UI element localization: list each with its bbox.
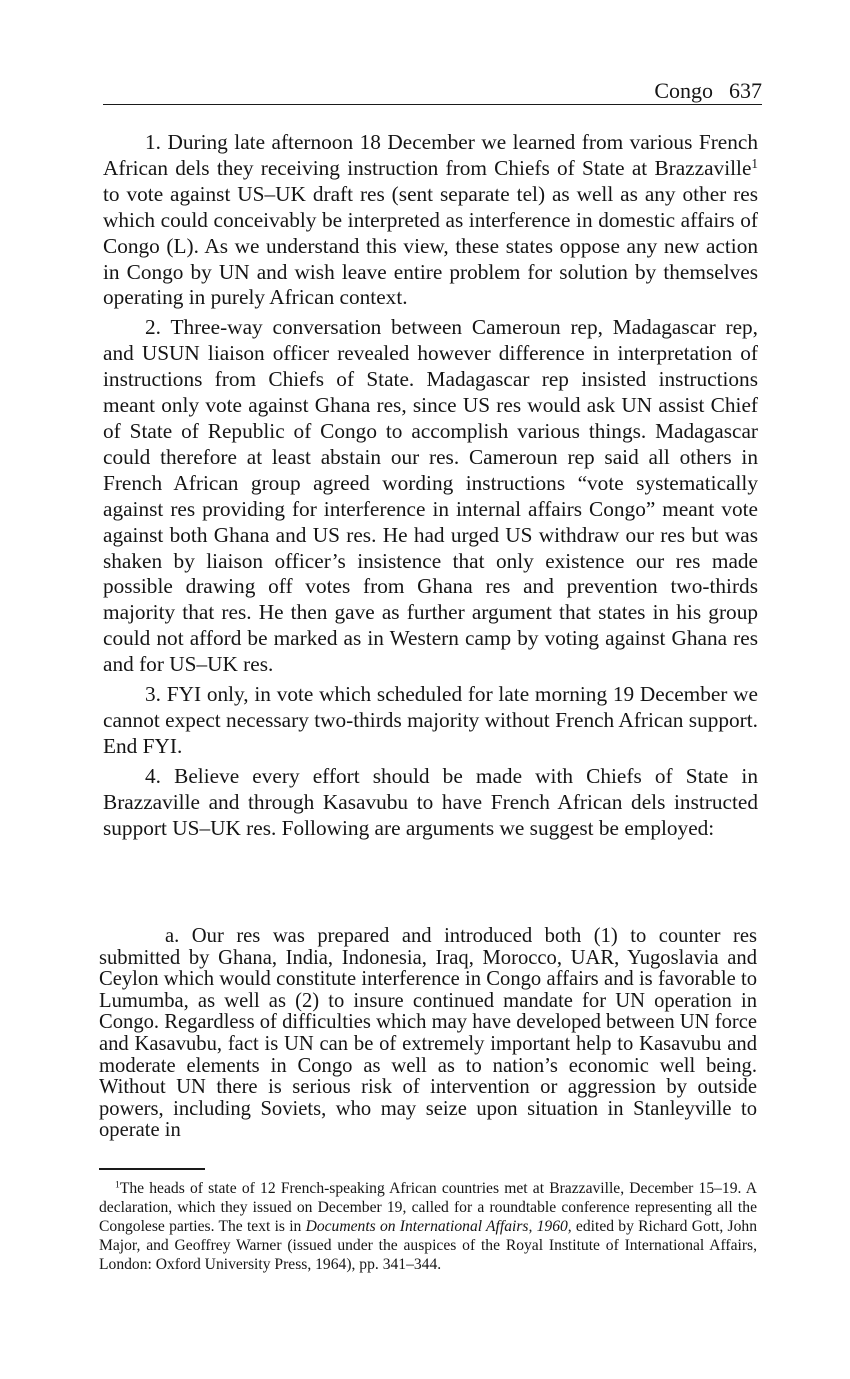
running-title: Congo: [654, 78, 713, 103]
paragraph-2: [103, 315, 758, 678]
footnote-source-title: Documents on International Affairs, 1960,: [305, 1218, 572, 1236]
page-number: 637: [729, 78, 762, 103]
paragraph-text: During late afternoon 18 December we learned from various French African dels they receiving instruction from Chiefs of State at Brazzaville: [103, 130, 758, 180]
paragraph-3: [103, 682, 758, 760]
running-head: [103, 76, 762, 105]
subparagraph-a: [99, 926, 757, 1142]
footnote-1: [99, 1179, 757, 1274]
running-head-right: [654, 77, 762, 105]
footnote-text: edited by Richard Gott, John Major, and Geoffrey Warner (issued under the auspices of the Royal Institute of International Affairs, London: Oxford University Press, 1964), pp. 341–344.: [99, 1218, 757, 1274]
paragraph-number: 4.: [145, 763, 161, 788]
footnote-reference: 1: [751, 155, 758, 171]
footnote: [99, 1179, 757, 1274]
document-body: [103, 130, 758, 845]
subparagraph-text: Our res was prepared and introduced both (1) to counter res submitted by Ghana, India, Indonesia, Iraq, Morocco, UAR, Yugoslavia and Ceylon which would constitute interference in Congo affairs and is favorable to Lumumba, as well as (2) to insure continued mandate for UN operation in Congo. Regardless of difficulties which may have developed between UN force and Kasavubu, fact is UN can be of extremely important help to Kasavubu and moderate elements in Congo as well as to nation’s economic well being. Without UN there is serious risk of intervention or aggression by outside powers, including Soviets, who may seize upon situation in Stanleyville to operate in: [99, 925, 757, 1142]
paragraph-text: FYI only, in vote which scheduled for late morning 19 December we cannot expect necessary two-thirds majority without French African support. End FYI.: [103, 682, 758, 758]
footnote-marker: 1: [115, 1179, 120, 1191]
paragraph-text: Believe every effort should be made with Chiefs of State in Brazzaville and through Kasavubu to have French African dels instructed support US–UK res. Following are arguments we suggest be employed:: [103, 763, 758, 840]
footnote-separator: [99, 1168, 205, 1170]
paragraph-4: [103, 764, 758, 842]
subparagraph-block: [99, 926, 757, 1142]
paragraph-1: [103, 130, 758, 311]
footnote-text: The heads of state of 12 French-speaking African countries met at Brazzaville, December 15–19. A declaration, which they issued on December 19, called for a roundtable conference representing all the Congolese parties. The text is in: [99, 1180, 757, 1236]
paragraph-number: 3.: [145, 682, 161, 707]
subparagraph-letter: a.: [165, 925, 180, 947]
paragraph-number: 2.: [145, 315, 161, 340]
paragraph-text: to vote against US–UK draft res (sent separate tel) as well as any other res which could conceivably be interpreted as interference in domestic affairs of Congo (L). As we understand this view, these states oppose any new action in Congo by UN and wish leave entire problem for solution by themselves operating in purely African context.: [103, 181, 758, 310]
paragraph-number: 1.: [145, 130, 161, 154]
paragraph-text: Three-way conversation between Cameroun rep, Madagascar rep, and USUN liaison officer revealed however difference in interpretation of instructions from Chiefs of State. Madagascar rep insisted instructions meant only vote against Ghana res, since US res would ask UN assist Chief of State of Republic of Congo to accomplish various things. Madagascar could therefore at least abstain our res. Cameroun rep said all others in French African group agreed wording instructions “vote systematically against res providing for interference in internal affairs Congo” meant vote against both Ghana and US res. He had urged US withdraw our res but was shaken by liaison officer’s insistence that only existence our res made possible drawing off votes from Ghana res and prevention two-thirds majority that res. He then gave as further argument that states in his group could not afford be marked as in Western camp by voting against Ghana res and for US–UK res.: [103, 315, 758, 677]
